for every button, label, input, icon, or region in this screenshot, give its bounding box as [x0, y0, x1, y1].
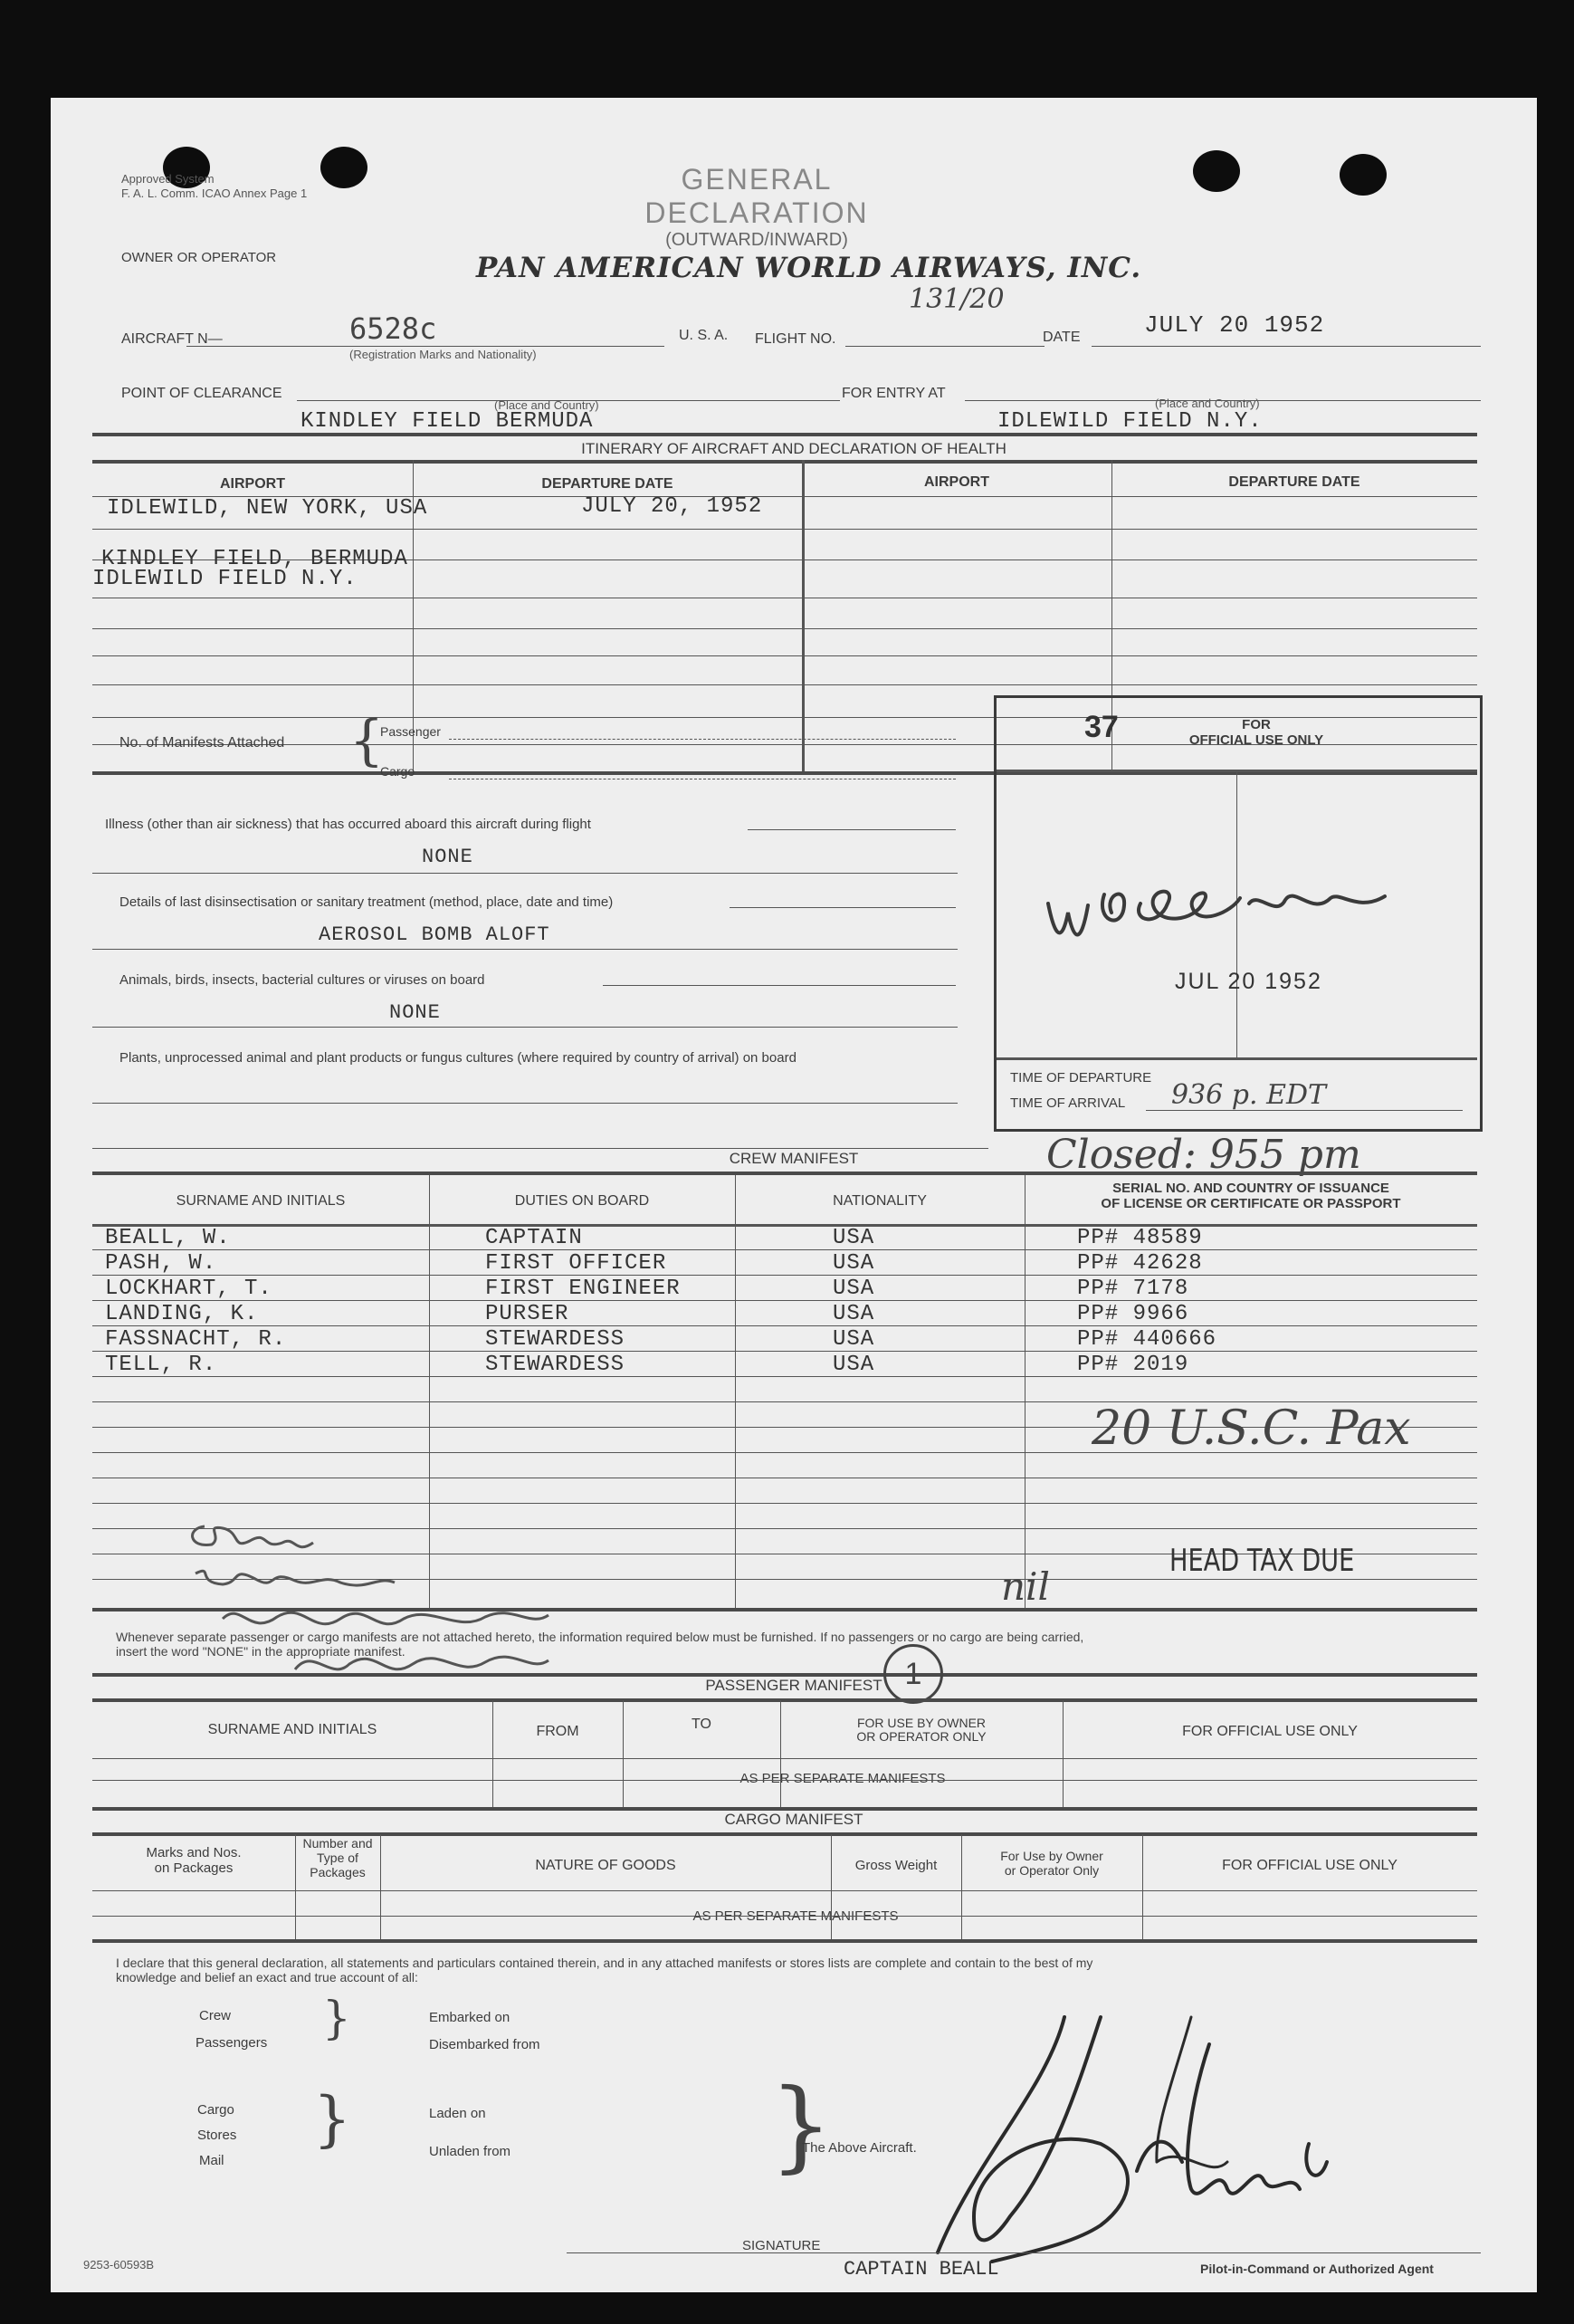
- signature-label: SIGNATURE: [742, 2238, 821, 2253]
- col-departure: DEPARTURE DATE: [541, 476, 673, 492]
- general-declaration-sheet: Approved System F. A. L. Comm. ICAO Annex Page 1 GENERAL DECLARATION (OUTWARD/INWARD) OWNER OR OPERATOR PAN AMERICAN WORLD AIRWAYS, INC. 131/20 AIRCRAFT N— 6528c (Registration Marks and Nationality) U. S. A. FLIGHT NO. DATE JULY 20 1952 POINT OF CLEARANCE (Place and Country) FOR ENTRY AT (Place and Country) KINDLEY FIELD BERMUDA IDLEWILD FIELD N.Y. ITINERARY OF AIRCRAFT AND DECLARATION OF HEALTH AIRPORT DEPARTURE DATE AIRPORT DEPARTURE DATE IDLEWILD, NEW YORK, USA JULY 20, 1952 KINDLEY FIELD, BERMUDA IDLEWILD FIELD N.Y. No. of Manifests Attached { Passenger Cargo Illness (other than air sickness) that has occurred aboard this aircraft during flight NONE Details of last disinsectisation or sanitary treatment (method, place, date and time) AEROSOL BOMB ALOFT Animals, birds, insects, bacterial cultures or viruses on board NONE Plants, unprocessed animal and plant products or fungus cultures (where required by country of arrival) on board 37 FOR OFFICIAL USE ONLY JUL 20 1952 TIME OF DEPARTURE TIME OF ARRIVAL 936 p. EDT Closed: 955 pm CREW MANIFEST SURNAME AND INITIALS DUTIES ON BOARD NATIONALITY SERIAL NO. AND COUNTRY OF ISSUANCE OF LICENSE OR CERTIFICATE OR PASSPORT BEALL, W. CAPTAIN USA PP# 48589 PASH, W. FIRST OFFICER USA PP# 42628 LOCKHART, T. FIRST ENGINEER USA PP# 7178 LANDING, K. PURSER USA PP# 9966 FASSNACHT, R. STEWARDESS USA PP# 440666 TELL, R. STEWARDESS USA PP# 2019 20 U.S.C. Pax nil HEAD TAX DUE Whenever separate passenger or cargo manifests are not attached hereto, the information required below must be furnished. If no passengers or no cargo are being carried, insert the word "NONE" in the appropriate manifest. PASSENGER MANIFEST 1 SURNAME AND INITIALS FROM TO FOR USE BY OWNER OR OPERATOR ONLY FOR OFFICIAL USE ONLY AS PER SEPARATE MANIFESTS CARGO MANIFEST Marks and Nos. on Packages Number and Type of Packages NATURE OF GOODS Gross Weight For Use by Owner or Operator Only FOR OFFICIAL USE ONLY AS PER SEPARATE MANIFESTS I declare that this general declaration, all statements and particulars contained therein, and in any attached manifests or stores lists are complete and contain to the best of my knowledge and belief an exact and true account of all: Crew Passengers } Embarked on Disembarked from Cargo Stores Mail } Laden on Unladen from } The Above Aircraft. SIGNATURE CAPTAIN BEALL Pilot-in-Command or Authorized Agent 9253-60593B: [51, 98, 1537, 2292]
- crew-serial: PP# 48589: [1077, 1226, 1203, 1250]
- decl-passengers: Passengers: [196, 2035, 268, 2051]
- crew-duty: STEWARDESS: [485, 1353, 625, 1377]
- col-airport: AIRPORT: [220, 476, 285, 492]
- captain-signature: [920, 1981, 1408, 2289]
- manifests-label: No. of Manifests Attached: [119, 735, 285, 751]
- crew-nationality: USA: [833, 1302, 875, 1326]
- entry-label: FOR ENTRY AT: [842, 386, 946, 401]
- passenger-col-owner: FOR USE BY OWNER OR OPERATOR ONLY: [856, 1716, 987, 1744]
- col-departure-2: DEPARTURE DATE: [1228, 474, 1360, 490]
- handwritten-pax: 20 U.S.C. Pax: [1092, 1401, 1411, 1456]
- crew-name: TELL, R.: [105, 1353, 217, 1377]
- entry-value: IDLEWILD FIELD N.Y.: [997, 409, 1263, 434]
- crew-serial: PP# 2019: [1077, 1353, 1189, 1377]
- decl-above-aircraft: The Above Aircraft.: [802, 2140, 917, 2156]
- registration-value: 6528c: [349, 311, 437, 346]
- cargo-col-weight: Gross Weight: [854, 1858, 938, 1873]
- itinerary-title: ITINERARY OF AIRCRAFT AND DECLARATION OF HEALTH: [581, 440, 1006, 457]
- flight-no-label: FLIGHT NO.: [755, 331, 836, 347]
- crew-manifest-title: CREW MANIFEST: [729, 1150, 859, 1167]
- pilot-label: Pilot-in-Command or Authorized Agent: [1200, 2262, 1434, 2276]
- cargo-col-owner: For Use by Owner or Operator Only: [1000, 1849, 1103, 1878]
- crew-nationality: USA: [833, 1353, 875, 1377]
- clearance-value: KINDLEY FIELD BERMUDA: [300, 409, 594, 434]
- circled-number: 1: [883, 1644, 943, 1704]
- crew-serial: PP# 42628: [1077, 1251, 1203, 1276]
- cargo-col-marks: Marks and Nos. on Packages: [146, 1845, 242, 1876]
- clearance-label: POINT OF CLEARANCE: [121, 386, 282, 401]
- illness-label: Illness (other than air sickness) that has occurred aboard this aircraft during flight: [105, 817, 591, 832]
- plants-label: Plants, unprocessed animal and plant products or fungus cultures (where required by country of arrival) on board: [119, 1050, 797, 1066]
- crew-col-serial: SERIAL NO. AND COUNTRY OF ISSUANCE OF LICENSE OR CERTIFICATE OR PASSPORT: [1101, 1181, 1401, 1211]
- decl-mail: Mail: [199, 2153, 224, 2168]
- crew-serial: PP# 440666: [1077, 1327, 1217, 1352]
- time-arrival-label: TIME OF ARRIVAL: [1010, 1095, 1126, 1111]
- cargo-manifest-title: CARGO MANIFEST: [724, 1811, 863, 1828]
- clearance-caption: (Place and Country): [494, 398, 599, 412]
- date-label: DATE: [1043, 330, 1081, 345]
- decl-stores: Stores: [197, 2128, 237, 2143]
- owner-label: OWNER OR OPERATOR: [121, 250, 277, 265]
- registration-caption: (Registration Marks and Nationality): [349, 348, 537, 361]
- cargo-col-goods: NATURE OF GOODS: [535, 1858, 676, 1873]
- decl-unladen: Unladen from: [429, 2144, 511, 2159]
- passenger-col-official: FOR OFFICIAL USE ONLY: [1182, 1724, 1358, 1739]
- head-tax-due: HEAD TAX DUE: [1169, 1543, 1355, 1579]
- crew-serial: PP# 7178: [1077, 1277, 1189, 1301]
- passenger-col-from: FROM: [536, 1724, 579, 1739]
- disinsect-value: AEROSOL BOMB ALOFT: [319, 923, 550, 946]
- time-departure-label: TIME OF DEPARTURE: [1010, 1070, 1152, 1085]
- official-signature: [1041, 849, 1439, 958]
- manifest-passenger-label: Passenger: [380, 724, 441, 739]
- form-number: 9253-60593B: [83, 2258, 155, 2271]
- itinerary-row-1-airport: IDLEWILD, NEW YORK, USA: [107, 496, 428, 521]
- cargo-separate: AS PER SEPARATE MANIFESTS: [692, 1908, 899, 1924]
- declaration-text: I declare that this general declaration, all statements and particulars contained therein, and in any attached manifests or stores lists are complete and contain to the best of my knowledge and belief an exact and true account of all:: [116, 1956, 1093, 1984]
- cargo-col-number: Number and Type of Packages: [302, 1836, 373, 1879]
- owner-value: PAN AMERICAN WORLD AIRWAYS, INC.: [476, 252, 1142, 284]
- signer-name: CAPTAIN BEALL: [844, 2258, 999, 2281]
- crew-nationality: USA: [833, 1251, 875, 1276]
- crew-duty: FIRST ENGINEER: [485, 1277, 681, 1301]
- official-number: 37: [1084, 710, 1119, 744]
- itinerary-row-3-airport: IDLEWILD FIELD N.Y.: [92, 567, 358, 591]
- passenger-col-name: SURNAME AND INITIALS: [207, 1722, 377, 1737]
- decl-crew: Crew: [199, 2008, 232, 2023]
- date-value: JULY 20 1952: [1144, 311, 1325, 339]
- official-use-label: FOR OFFICIAL USE ONLY: [1188, 717, 1324, 748]
- itinerary-row-1-date: JULY 20, 1952: [581, 494, 763, 519]
- separate-manifest-notice: Whenever separate passenger or cargo manifests are not attached hereto, the information required below must be furnished. If no passengers or no cargo are being carried, insert the word "NONE" in the appropriate manifest.: [116, 1630, 1084, 1659]
- col-airport-2: AIRPORT: [924, 474, 989, 490]
- passenger-manifest-title: PASSENGER MANIFEST: [705, 1677, 882, 1694]
- crew-serial: PP# 9966: [1077, 1302, 1189, 1326]
- crew-duty: FIRST OFFICER: [485, 1251, 667, 1276]
- approval-note: Approved System F. A. L. Comm. ICAO Annex Page 1: [121, 172, 308, 200]
- disinsect-label: Details of last disinsectisation or sanitary treatment (method, place, date and time): [119, 894, 614, 910]
- animals-value: NONE: [389, 1001, 441, 1024]
- crew-duty: CAPTAIN: [485, 1226, 583, 1250]
- crew-name: FASSNACHT, R.: [105, 1327, 287, 1352]
- crew-col-nationality: NATIONALITY: [833, 1193, 927, 1209]
- decl-cargo: Cargo: [197, 2102, 234, 2118]
- official-stamp-date: JUL 20 1952: [1175, 969, 1322, 994]
- crew-duty: STEWARDESS: [485, 1327, 625, 1352]
- punch-hole: [320, 147, 367, 188]
- closed-note: Closed: 955 pm: [1046, 1132, 1361, 1178]
- passenger-separate: AS PER SEPARATE MANIFESTS: [739, 1771, 946, 1786]
- crew-col-name: SURNAME AND INITIALS: [176, 1193, 346, 1209]
- entry-caption: (Place and Country): [1155, 397, 1260, 410]
- crew-name: LOCKHART, T.: [105, 1277, 272, 1301]
- aircraft-label: AIRCRAFT N—: [121, 331, 223, 347]
- crew-nationality: USA: [833, 1226, 875, 1250]
- punch-hole: [1340, 154, 1387, 196]
- usa-label: U. S. A.: [679, 328, 729, 343]
- decl-embarked: Embarked on: [429, 2010, 510, 2025]
- handwritten-nil: nil: [1001, 1564, 1050, 1609]
- decl-disembarked: Disembarked from: [429, 2037, 540, 2052]
- cargo-col-official: FOR OFFICIAL USE ONLY: [1222, 1858, 1398, 1873]
- crew-nationality: USA: [833, 1327, 875, 1352]
- crew-nationality: USA: [833, 1277, 875, 1301]
- crew-name: LANDING, K.: [105, 1302, 259, 1326]
- flight-number-handwritten: 131/20: [909, 283, 1005, 315]
- crew-duty: PURSER: [485, 1302, 569, 1326]
- punch-hole: [1193, 150, 1240, 192]
- animals-label: Animals, birds, insects, bacterial cultures or viruses on board: [119, 972, 485, 988]
- passenger-col-to: TO: [692, 1717, 711, 1732]
- decl-laden: Laden on: [429, 2106, 486, 2121]
- crew-col-duties: DUTIES ON BOARD: [514, 1193, 650, 1209]
- time-arrival-value: 936 p. EDT: [1171, 1079, 1327, 1111]
- itinerary-row-2-airport: KINDLEY FIELD, BERMUDA: [101, 547, 408, 571]
- crew-name: PASH, W.: [105, 1251, 217, 1276]
- crew-name: BEALL, W.: [105, 1226, 231, 1250]
- manifest-cargo-label: Cargo: [380, 764, 415, 779]
- illness-value: NONE: [422, 846, 473, 868]
- form-title: GENERAL DECLARATION (OUTWARD/INWARD): [644, 163, 869, 250]
